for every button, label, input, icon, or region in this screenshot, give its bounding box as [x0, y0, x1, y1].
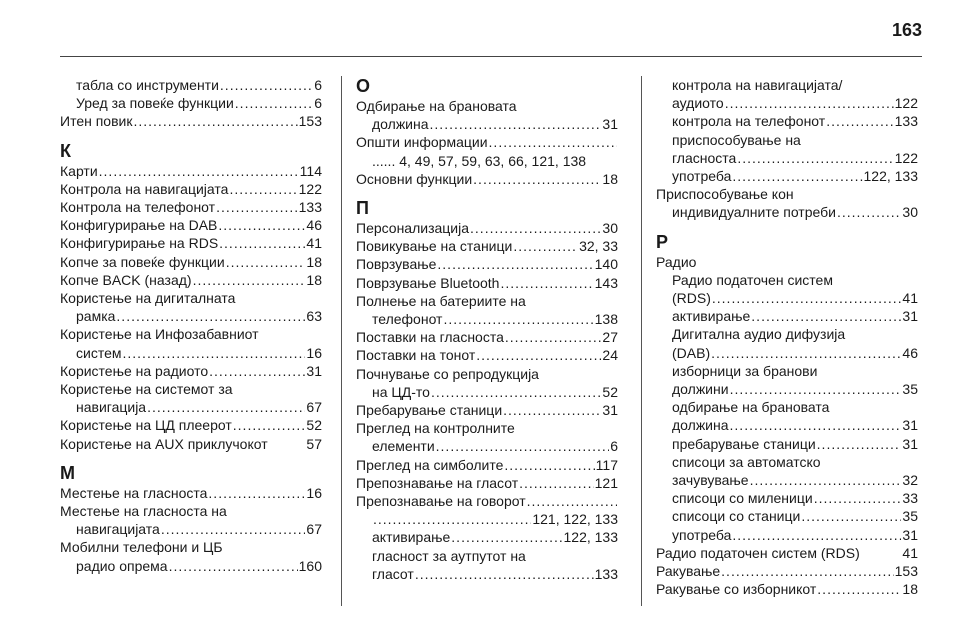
- entry-page-ref: 31: [902, 435, 918, 452]
- entry-page-ref: 31: [602, 402, 618, 419]
- entry-term: Поставки на гласноста: [356, 329, 504, 346]
- index-entry: [356, 383, 618, 401]
- dot-leader: [218, 216, 305, 234]
- entry-term: навигација: [76, 399, 147, 416]
- index-entry: [356, 310, 618, 328]
- index-entry: [356, 170, 618, 188]
- entry-term: Ракување: [656, 563, 721, 580]
- index-entry: [656, 489, 918, 507]
- entry-page-ref: 6: [610, 438, 618, 455]
- entry-page-ref: 6: [314, 95, 322, 112]
- entry-term: Општи информации: [356, 134, 488, 151]
- dot-leader: [208, 484, 305, 502]
- entry-page-ref: 16: [306, 344, 322, 361]
- index-column-3: [656, 76, 918, 598]
- dot-leader: [711, 344, 901, 362]
- index-entry: [656, 544, 918, 562]
- entry-page-ref: 121: [594, 474, 618, 491]
- index-entry: [60, 76, 322, 94]
- entry-term: Пребарување станици: [356, 402, 503, 419]
- dot-leader: [750, 471, 902, 489]
- entry-page-ref: 153: [894, 563, 918, 580]
- index-entry: [60, 234, 322, 252]
- index-entry: [60, 538, 322, 556]
- entry-term: Ракување со изборникот: [656, 581, 817, 598]
- index-entry: [656, 507, 918, 525]
- dot-leader: [826, 112, 893, 130]
- entry-term: Одбирање на брановата: [356, 98, 517, 114]
- entry-term: Копче BACK (назад): [60, 271, 192, 288]
- entry-page-ref: 114: [299, 162, 322, 179]
- index-entry: [356, 219, 618, 237]
- entry-page-ref: 46: [902, 344, 918, 361]
- index-entry: [656, 131, 918, 149]
- entry-term: употреба: [672, 526, 732, 543]
- index-entry: [60, 435, 322, 453]
- index-entry: [656, 112, 918, 130]
- dot-leader: [235, 94, 313, 112]
- dot-leader: [216, 198, 298, 216]
- index-entry: [356, 565, 618, 583]
- index-entry: [60, 416, 322, 434]
- dot-leader: [226, 253, 306, 271]
- dot-leader: [751, 307, 901, 325]
- index-entry: [656, 362, 918, 380]
- entry-page-ref: 143: [594, 274, 618, 291]
- entry-term: Поврзување Bluetooth: [356, 274, 500, 291]
- entry-page-ref: 57: [306, 435, 322, 452]
- entry-term: индивидуалните потреби: [672, 204, 836, 221]
- dot-leader: [817, 580, 901, 598]
- entry-page-ref: 16: [306, 484, 322, 501]
- entry-term: Преглед на контролните: [356, 420, 515, 437]
- entry-term: списоци со станици: [672, 508, 801, 525]
- index-entry: [356, 237, 618, 255]
- entry-term: одбирање на брановата: [672, 399, 830, 416]
- entry-term: Контрола на навигацијата: [60, 180, 229, 197]
- entry-term: Местење на гласноста: [60, 484, 208, 501]
- index-entry: [356, 328, 618, 346]
- entry-page-ref: 41: [902, 290, 918, 307]
- entry-term: аудиото: [672, 95, 724, 112]
- entry-term: Уред за повеќе функции: [76, 95, 234, 112]
- entry-page-ref: 18: [902, 581, 918, 598]
- entry-page-ref: 18: [306, 253, 322, 270]
- entry-term: активирање: [372, 529, 451, 546]
- dot-leader: [513, 237, 578, 255]
- index-letter-heading: Р: [656, 231, 669, 252]
- entry-term: Приспособување кон: [656, 186, 794, 203]
- index-entry: [656, 435, 918, 453]
- entry-term: Повикување на станици: [356, 238, 513, 255]
- entry-page-ref: 31: [306, 362, 322, 379]
- entry-term: Користење на дигиталната: [60, 290, 236, 307]
- index-entry: [60, 344, 322, 362]
- entry-term: списоци за автоматско: [672, 453, 821, 470]
- entry-term: (DAB): [672, 344, 711, 361]
- page-number: 163: [891, 20, 922, 40]
- entry-page-ref: 140: [594, 256, 618, 273]
- entry-term: Поврзување: [356, 256, 437, 273]
- column-divider: [641, 76, 642, 606]
- index-entry: [656, 185, 918, 203]
- entry-term: Мобилни телефони и ЦБ: [60, 539, 223, 556]
- entry-term: гласот: [372, 565, 414, 582]
- dot-leader: [443, 310, 593, 328]
- index-entry: [60, 484, 322, 502]
- entry-page-ref: 6: [314, 77, 322, 93]
- dot-leader: [209, 362, 305, 380]
- entry-term: табла со инструменти: [76, 77, 219, 93]
- dot-leader: [725, 94, 894, 112]
- dot-leader: [219, 234, 305, 252]
- entry-term: рамка: [76, 308, 116, 325]
- dot-leader: [500, 274, 593, 292]
- index-entry: [656, 526, 918, 544]
- dot-leader: [737, 149, 893, 167]
- entry-term: (RDS): [672, 290, 711, 307]
- entry-term: елементи: [372, 438, 435, 455]
- dot-leader: [489, 133, 617, 151]
- entry-term: Полнење на батериите на: [356, 292, 526, 309]
- index-entry: [60, 398, 322, 416]
- dot-leader: [814, 489, 902, 507]
- dot-leader: [161, 520, 306, 538]
- index-entry: [656, 253, 918, 271]
- entry-page-ref: 32: [902, 472, 918, 489]
- entry-term: Користење на системот за: [60, 381, 233, 398]
- entry-page-ref: 30: [902, 204, 918, 221]
- entry-page-ref: 41: [306, 235, 322, 252]
- entry-term: списоци со миленици: [672, 490, 813, 507]
- entry-page-ref: 31: [902, 417, 918, 434]
- entry-page-ref: 52: [306, 417, 322, 434]
- index-entry: [356, 510, 618, 528]
- entry-page-ref: 31: [902, 526, 918, 543]
- index-entry: [656, 398, 918, 416]
- entry-page-ref: 121, 122, 133: [532, 511, 618, 528]
- index-entry: [656, 416, 918, 434]
- index-entry: [60, 216, 322, 234]
- dot-leader: [837, 203, 901, 221]
- index-entry: [356, 133, 618, 151]
- entry-term: Препознавање на говорот: [356, 493, 526, 510]
- index-entry: [656, 380, 918, 398]
- entry-term: должини: [672, 381, 729, 398]
- entry-term: приспособување на: [672, 131, 801, 148]
- entry-term: Основни функции: [356, 170, 473, 187]
- index-entry: [60, 94, 322, 112]
- entry-term: контрола на телефонот: [672, 113, 826, 130]
- entry-term: Поставки на тонот: [356, 347, 476, 364]
- index-entry: [356, 115, 618, 133]
- index-entry: [60, 502, 322, 520]
- entry-page-ref: 133: [894, 113, 918, 130]
- entry-term: Дигитална аудио дифузија: [672, 326, 846, 343]
- entry-term: Користење на Инфозабавниот: [60, 326, 259, 343]
- dot-leader: [436, 437, 610, 455]
- index-entry: [60, 362, 322, 380]
- entry-term: Користење на ЦД плеерот: [60, 417, 232, 434]
- index-entry: [656, 76, 918, 94]
- index-entry: [656, 203, 918, 221]
- index-entry: [60, 162, 322, 180]
- index-entry: [656, 289, 918, 307]
- index-entry: [656, 325, 918, 343]
- column-divider: [341, 76, 342, 606]
- entry-term: Контрола на телефонот: [60, 199, 216, 216]
- dot-leader: [470, 219, 601, 237]
- entry-page-ref: 153: [298, 113, 322, 130]
- entry-page-ref: 24: [602, 347, 618, 364]
- entry-page-ref: 117: [595, 456, 618, 473]
- dot-leader: [147, 398, 305, 416]
- dot-leader: [504, 456, 594, 474]
- entry-page-ref: 18: [306, 271, 322, 288]
- dot-leader: [503, 401, 601, 419]
- entry-page-ref: 133: [298, 199, 322, 216]
- header-rule: [60, 56, 922, 57]
- entry-term: должина: [372, 116, 429, 133]
- index-entry: [656, 271, 918, 289]
- entry-term: Персонализација: [356, 220, 470, 237]
- index-entry: [656, 94, 918, 112]
- entry-page-ref: 160: [298, 557, 322, 574]
- dot-leader: [133, 112, 297, 130]
- index-entry: [356, 346, 618, 364]
- index-entry: [60, 307, 322, 325]
- entry-page-ref: 67: [306, 399, 322, 416]
- index-letter-heading: К: [60, 140, 71, 161]
- dot-leader: [415, 565, 594, 583]
- dot-leader: [233, 416, 306, 434]
- index-entry: [356, 474, 618, 492]
- entry-term: контрола на навигацијата/: [672, 77, 843, 93]
- entry-page-ref: 63: [306, 308, 322, 325]
- index-entry: [656, 167, 918, 185]
- entry-term: Карти: [60, 162, 98, 179]
- entry-term: гласноста: [672, 149, 737, 166]
- index-entry: [60, 325, 322, 343]
- index-entry: [60, 180, 322, 198]
- index-letter-heading: М: [60, 462, 75, 483]
- index-entry: [60, 112, 322, 130]
- entry-term: Користење на AUX приклучокот: [60, 435, 268, 452]
- index-entry: [356, 255, 618, 273]
- index-entry: [356, 292, 618, 310]
- index-column-1: [60, 76, 322, 575]
- dot-leader: [430, 115, 602, 133]
- index-entry: [60, 380, 322, 398]
- index-entry: [356, 547, 618, 565]
- entry-page-ref: 35: [902, 508, 918, 525]
- index-entry: [60, 271, 322, 289]
- dot-leader: [730, 380, 902, 398]
- entry-term: Радио: [656, 253, 697, 270]
- index-entry: [656, 580, 918, 598]
- dot-leader: [476, 346, 601, 364]
- dot-leader: [437, 255, 593, 273]
- dot-leader: [721, 562, 893, 580]
- entry-page-ref: 32, 33: [579, 238, 618, 255]
- index-letter-heading: О: [356, 76, 371, 96]
- entry-term: Итен повик: [60, 113, 133, 130]
- index-entry: [656, 471, 918, 489]
- entry-term: Копче за повеќе функции: [60, 253, 225, 270]
- entry-page-ref: 122: [894, 149, 918, 166]
- dot-leader: [229, 180, 297, 198]
- entry-term: радио опрема: [76, 557, 168, 574]
- entry-page-ref: 30: [602, 220, 618, 237]
- dot-leader: [116, 307, 305, 325]
- dot-leader: [220, 76, 313, 94]
- index-entry: [60, 289, 322, 307]
- index-entry: [656, 562, 918, 580]
- entry-page-ref: 35: [902, 381, 918, 398]
- index-entry: [356, 419, 618, 437]
- entry-term: Местење на гласноста на: [60, 503, 227, 520]
- dot-leader: [519, 474, 594, 492]
- entry-term: должина: [672, 417, 729, 434]
- index-letter-heading: П: [356, 198, 369, 219]
- index-entry: [356, 437, 618, 455]
- index-entry: ...... 4, 49, 57, 59, 63, 66, 121, 138: [372, 152, 587, 169]
- index-entry: [60, 520, 322, 538]
- dot-leader: [817, 435, 902, 453]
- index-entry: [656, 307, 918, 325]
- entry-term: употреба: [672, 168, 732, 185]
- index-entry: [356, 492, 618, 510]
- index-entry: [356, 401, 618, 419]
- index-entry: [356, 456, 618, 474]
- entry-term: Радио податочен систем: [672, 271, 833, 288]
- index-entry: [656, 149, 918, 167]
- entry-term: Користење на радиото: [60, 362, 209, 379]
- entry-term: систем: [76, 344, 122, 361]
- entry-page-ref: 41: [902, 544, 918, 561]
- entry-term: телефонот: [372, 311, 443, 328]
- entry-term: навигацијата: [76, 521, 160, 538]
- index-entry: [60, 198, 322, 216]
- entry-term: Конфигурирање на DAB: [60, 217, 218, 234]
- index-entry: [60, 557, 322, 575]
- entry-page-ref: 122, 133: [563, 529, 618, 546]
- dot-leader: [732, 526, 901, 544]
- entry-term: на ЦД-то: [372, 383, 430, 400]
- dot-leader: [99, 162, 299, 180]
- entry-term: пребарување станици: [672, 435, 816, 452]
- index-entry: [60, 253, 322, 271]
- entry-page-ref: 18: [602, 170, 618, 187]
- entry-page-ref: 33: [902, 490, 918, 507]
- entry-term: Препознавање на гласот: [356, 474, 519, 491]
- index-entry: [656, 344, 918, 362]
- entry-page-ref: 122: [298, 180, 322, 197]
- dot-leader: [527, 492, 617, 510]
- entry-page-ref: 52: [602, 383, 618, 400]
- index-entry: [656, 453, 918, 471]
- entry-term: Радио податочен систем (RDS): [656, 544, 860, 561]
- dot-leader: [451, 528, 562, 546]
- entry-term: активирање: [672, 308, 751, 325]
- dot-leader: [473, 170, 601, 188]
- entry-term: Почнување со репродукција: [356, 365, 539, 382]
- dot-leader: [801, 507, 901, 525]
- dot-leader: [730, 416, 902, 434]
- entry-page-ref: 31: [602, 116, 618, 133]
- dot-leader: [712, 289, 902, 307]
- dot-leader: [169, 557, 298, 575]
- entry-term: гласност за аутпутот на: [372, 547, 526, 564]
- index-entry: [356, 528, 618, 546]
- entry-term: изборници за бранови: [672, 362, 818, 379]
- index-column-2: [356, 76, 618, 583]
- index-entry: [356, 365, 618, 383]
- dot-leader: [732, 167, 862, 185]
- entry-page-ref: 46: [306, 217, 322, 234]
- entry-page-ref: 122: [894, 95, 918, 112]
- entry-page-ref: 122, 133: [863, 168, 918, 185]
- dot-leader: [373, 510, 531, 528]
- index-entry: [356, 274, 618, 292]
- entry-page-ref: 67: [306, 521, 322, 538]
- dot-leader: [505, 328, 602, 346]
- entry-term: зачувување: [672, 472, 749, 489]
- entry-term: Конфигурирање на RDS: [60, 235, 219, 252]
- dot-leader: [431, 383, 601, 401]
- entry-page-ref: 133: [594, 565, 618, 582]
- entry-page-ref: 138: [594, 311, 618, 328]
- entry-page-ref: 27: [602, 329, 618, 346]
- dot-leader: [123, 344, 306, 362]
- entry-page-ref: 31: [902, 308, 918, 325]
- entry-term: Преглед на симболите: [356, 456, 504, 473]
- index-entry: [356, 97, 618, 115]
- dot-leader: [193, 271, 306, 289]
